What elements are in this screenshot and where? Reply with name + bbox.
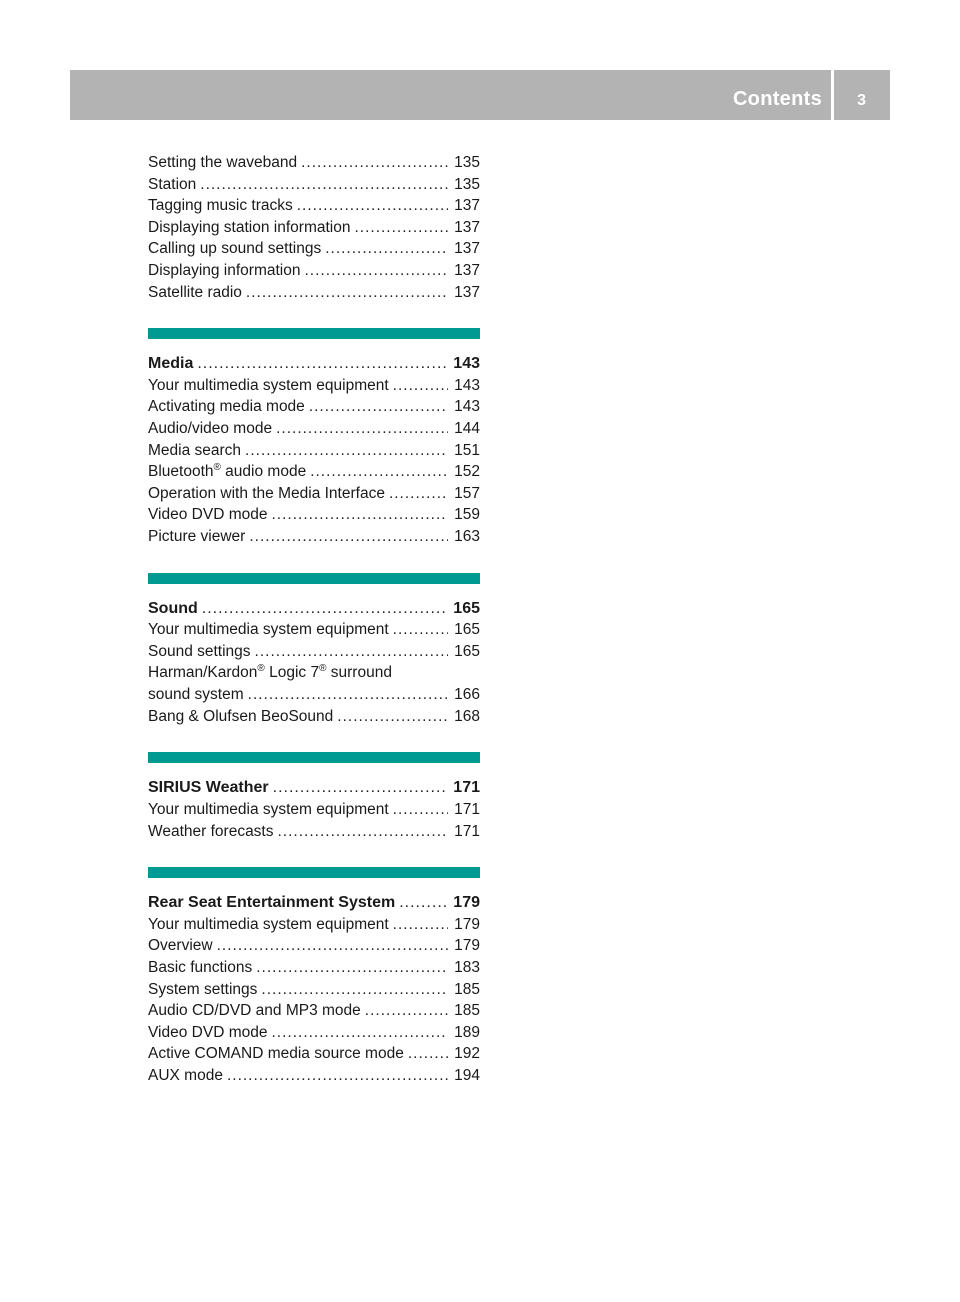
dot-leader — [249, 526, 448, 548]
toc-label: Station — [148, 175, 197, 193]
dot-leader — [200, 174, 448, 196]
dot-leader — [227, 1065, 448, 1087]
toc-entry-first-line[interactable] — [148, 662, 480, 684]
table-of-contents — [148, 152, 480, 1087]
section-bar-media — [148, 328, 480, 339]
toc-entry[interactable] — [148, 641, 480, 663]
dot-leader — [408, 1043, 448, 1065]
section-heading-media[interactable] — [148, 353, 480, 375]
dot-leader — [393, 375, 448, 397]
toc-entry[interactable] — [148, 706, 480, 728]
dot-leader — [399, 892, 447, 914]
section-bar-rear-seat-entertainment — [148, 867, 480, 878]
toc-page: 183 — [454, 959, 480, 977]
toc-label-part: Logic 7 — [264, 664, 320, 682]
toc-page: 135 — [454, 175, 480, 193]
toc-label: Your multimedia system equipment — [148, 915, 389, 933]
dot-leader — [389, 483, 448, 505]
toc-page: 135 — [454, 154, 480, 171]
toc-label: Active COMAND media source mode — [148, 1045, 404, 1063]
toc-page: 189 — [454, 1023, 480, 1041]
toc-label: Weather forecasts — [148, 822, 274, 840]
toc-page: 137 — [454, 283, 480, 301]
toc-page: 179 — [454, 937, 480, 955]
toc-label: Audio CD/DVD and MP3 mode — [148, 1002, 361, 1020]
toc-entry[interactable] — [148, 684, 480, 706]
toc-entry[interactable] — [148, 914, 480, 936]
header-divider — [831, 70, 834, 120]
toc-label: Your multimedia system equipment — [148, 621, 389, 639]
toc-entry[interactable] — [148, 935, 480, 957]
toc-entry[interactable] — [148, 526, 480, 548]
toc-entry[interactable] — [148, 1000, 480, 1022]
toc-page: 152 — [454, 463, 480, 481]
toc-label: Satellite radio — [148, 283, 242, 301]
toc-page: 163 — [454, 527, 480, 545]
toc-entry[interactable] — [148, 152, 480, 174]
dot-leader — [246, 282, 448, 304]
toc-page: 137 — [454, 218, 480, 236]
toc-entry[interactable] — [148, 418, 480, 440]
toc-label: Video DVD mode — [148, 506, 268, 524]
toc-entry[interactable] — [148, 1065, 480, 1087]
toc-label: Sound settings — [148, 642, 251, 660]
dot-leader — [365, 1000, 448, 1022]
toc-label: Media search — [148, 441, 242, 459]
toc-label: Operation with the Media Interface — [148, 484, 385, 502]
dot-leader — [393, 914, 448, 936]
toc-page: 171 — [454, 801, 480, 819]
registered-mark: ® — [319, 663, 327, 675]
dot-leader — [393, 799, 448, 821]
toc-heading-label: Media — [148, 355, 194, 373]
dot-leader — [297, 195, 448, 217]
toc-page: 151 — [454, 441, 480, 459]
dot-leader — [248, 684, 448, 706]
toc-page: 165 — [454, 642, 480, 660]
section-heading-sirius-weather[interactable] — [148, 777, 480, 799]
toc-label: Your multimedia system equipment — [148, 376, 389, 394]
toc-page: 185 — [454, 1002, 480, 1020]
toc-entry[interactable] — [148, 1022, 480, 1044]
page-number: 3 — [857, 92, 866, 109]
dot-leader — [271, 504, 448, 526]
toc-heading-page: 143 — [453, 355, 480, 373]
toc-label: Displaying information — [148, 261, 301, 279]
toc-entry[interactable] — [148, 260, 480, 282]
toc-heading-label: Rear Seat Entertainment System — [148, 894, 396, 912]
toc-heading-label: SIRIUS Weather — [148, 779, 269, 797]
toc-page: 143 — [454, 376, 480, 394]
toc-page: 185 — [454, 980, 480, 998]
dot-leader — [354, 217, 448, 239]
toc-page: 143 — [454, 398, 480, 416]
toc-page: 168 — [454, 707, 480, 725]
header-bar — [70, 70, 890, 120]
section-bar-sound — [148, 573, 480, 584]
toc-label — [148, 461, 306, 483]
toc-entry[interactable] — [148, 821, 480, 843]
toc-entry[interactable] — [148, 979, 480, 1001]
toc-label: Tagging music tracks — [148, 197, 293, 215]
toc-label: Overview — [148, 937, 213, 955]
dot-leader — [261, 979, 448, 1001]
toc-page: 159 — [454, 506, 480, 524]
dot-leader — [245, 440, 448, 462]
dot-leader — [276, 418, 448, 440]
toc-label — [148, 662, 392, 684]
toc-page: 137 — [454, 240, 480, 258]
toc-label: Activating media mode — [148, 398, 305, 416]
toc-page: 179 — [454, 915, 480, 933]
toc-label-part: surround — [326, 664, 392, 682]
toc-page: 137 — [454, 261, 480, 279]
dot-leader — [393, 619, 448, 641]
toc-label: System settings — [148, 980, 258, 998]
dot-leader — [271, 1022, 448, 1044]
toc-label-part: Harman/Kardon — [148, 664, 258, 682]
toc-entry[interactable] — [148, 195, 480, 217]
toc-entry[interactable] — [148, 174, 480, 196]
toc-entry[interactable] — [148, 619, 480, 641]
dot-leader — [256, 957, 448, 979]
toc-label: Video DVD mode — [148, 1023, 268, 1041]
toc-page: 194 — [454, 1067, 480, 1084]
toc-entry[interactable] — [148, 217, 480, 239]
toc-heading-page: 179 — [453, 894, 480, 912]
toc-entry[interactable] — [148, 238, 480, 260]
toc-page: 157 — [454, 484, 480, 502]
section-heading-sound[interactable] — [148, 598, 480, 620]
toc-heading-label: Sound — [148, 599, 198, 617]
dot-leader — [202, 598, 448, 620]
toc-label: AUX mode — [148, 1067, 223, 1084]
toc-label: Setting the waveband — [148, 154, 298, 171]
toc-label: Picture viewer — [148, 527, 246, 545]
toc-label: Basic functions — [148, 959, 253, 977]
header-title: Contents — [732, 88, 822, 110]
dot-leader — [305, 260, 449, 282]
dot-leader — [301, 152, 448, 174]
registered-mark: ® — [257, 663, 265, 675]
dot-leader — [197, 353, 447, 375]
toc-page: 192 — [454, 1045, 480, 1063]
dot-leader — [217, 935, 449, 957]
toc-page: 171 — [454, 822, 480, 840]
dot-leader — [325, 238, 448, 260]
toc-entry[interactable] — [148, 957, 480, 979]
dot-leader — [273, 777, 448, 799]
toc-entry[interactable] — [148, 504, 480, 526]
toc-label: Audio/video mode — [148, 419, 273, 437]
toc-entry[interactable] — [148, 375, 480, 397]
toc-label-part: audio mode — [220, 463, 307, 481]
toc-label-part: Bluetooth — [148, 463, 214, 481]
toc-page: 165 — [454, 621, 480, 639]
dot-leader — [309, 396, 448, 418]
toc-label: Bang & Olufsen BeoSound — [148, 707, 334, 725]
toc-entry[interactable] — [148, 461, 480, 483]
toc-entry[interactable] — [148, 440, 480, 462]
dot-leader — [255, 641, 449, 663]
toc-entry[interactable] — [148, 282, 480, 304]
toc-entry[interactable] — [148, 1043, 480, 1065]
section-bar-sirius-weather — [148, 752, 480, 763]
toc-page: 144 — [454, 419, 480, 437]
toc-heading-page: 171 — [453, 779, 480, 797]
toc-page: 137 — [454, 197, 480, 215]
dot-leader — [278, 821, 449, 843]
dot-leader — [310, 461, 448, 483]
section-heading-rear-seat-entertainment[interactable] — [148, 892, 480, 914]
registered-mark: ® — [213, 461, 221, 473]
toc-entry[interactable] — [148, 483, 480, 505]
toc-label: Your multimedia system equipment — [148, 801, 389, 819]
toc-label: Calling up sound settings — [148, 240, 322, 258]
dot-leader — [337, 706, 448, 728]
toc-label: sound system — [148, 686, 244, 704]
toc-heading-page: 165 — [453, 599, 480, 617]
toc-entry[interactable] — [148, 799, 480, 821]
toc-label: Displaying station information — [148, 218, 351, 236]
toc-page: 166 — [454, 686, 480, 704]
toc-entry[interactable] — [148, 396, 480, 418]
